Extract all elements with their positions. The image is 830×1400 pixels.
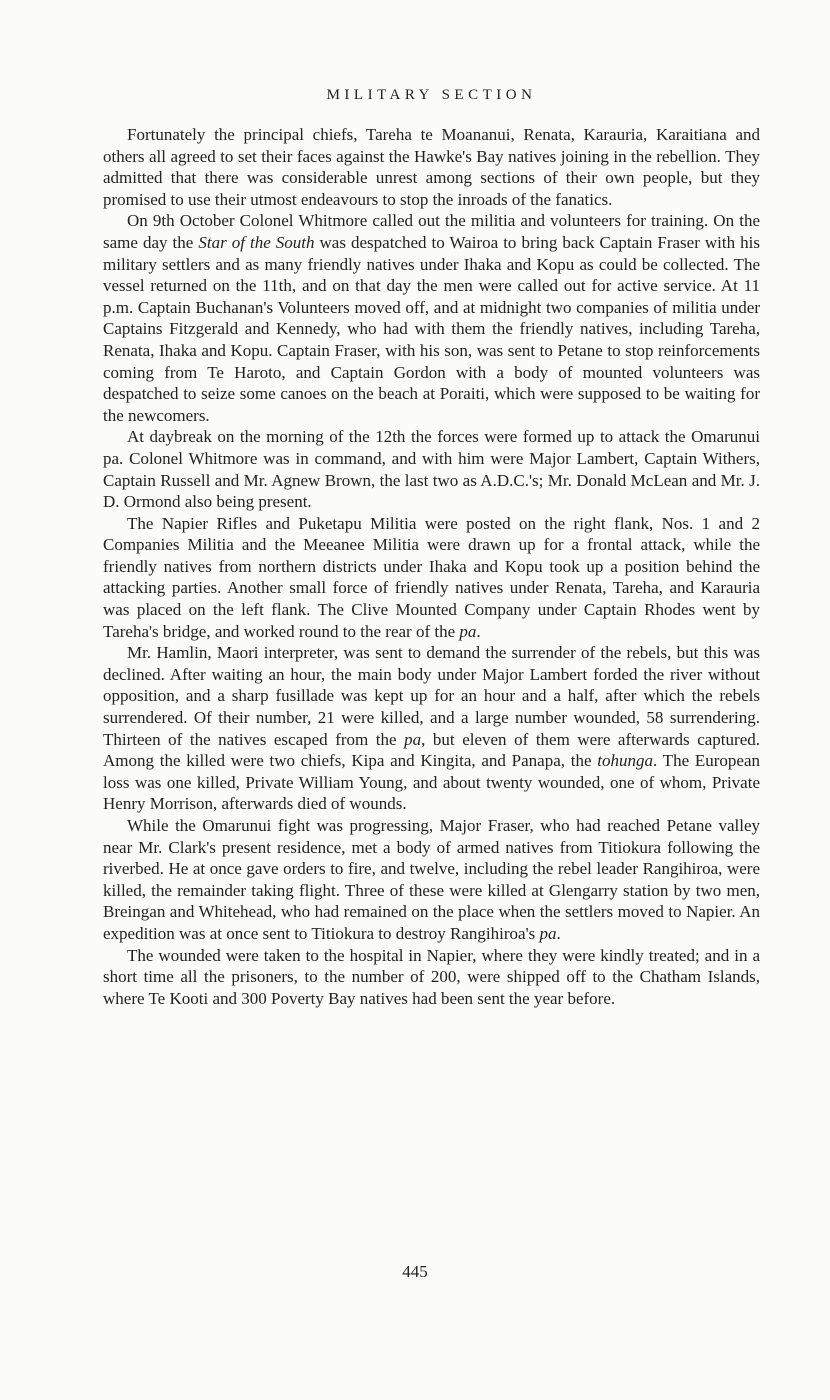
paragraph: While the Omarunui fight was progressing, Major Fraser, who had reached Petane valley near Mr. Clark's present residence, met a body of armed natives from Titiokura following the riverbed. He at once gave orders to fire, and twelve, including the rebel leader Rangihiroa, were killed, the remainder taking flight. Three of these were killed at Glengarry station by two men, Breingan and Whitehead, who had remained on the place when the settlers moved to Napier. An expedition was at once sent to Titiokura to destroy Rangihiroa's pa.	[103, 816, 760, 943]
paragraph: The wounded were taken to the hospital in Napier, where they were kindly treated; and in a short time all the prisoners, to the number of 200, were shipped off to the Chatham Islands, where Te Kooti and 300 Poverty Bay natives had been sent the year before.	[103, 945, 760, 1008]
paragraph: At daybreak on the morning of the 12th the forces were formed up to attack the Omarunui pa. Colonel Whitmore was in command, and with him were Major Lambert, Captain Withers, Captain Russell and Mr. Agnew Brown, the last two as A.D.C.'s; Mr. Donald McLean and Mr. J. D. Ormond also being present.	[103, 427, 760, 512]
paragraph: Fortunately the principal chiefs, Tareha te Moananui, Renata, Karauria, Karaitiana and others all agreed to set their faces against the Hawke's Bay natives joining in the rebellion. They admitted that there was considerable unrest among sections of their own people, but they promised to use their utmost endeavours to stop the inroads of the fanatics.	[103, 125, 760, 209]
paragraph: The Napier Rifles and Puketapu Militia were posted on the right flank, Nos. 1 and 2 Companies Militia and the Meeanee Militia were drawn up for a frontal attack, while the friendly natives from northern districts under Ihaka and Kopu took up a position behind the attacking parties. Another small force of friendly natives under Renata, Tareha, and Karauria was placed on the left flank. The Clive Mounted Company under Captain Rhodes went by Tareha's bridge, and worked round to the rear of the pa.	[103, 513, 760, 641]
paragraph: Mr. Hamlin, Maori interpreter, was sent to demand the surrender of the rebels, but this was declined. After waiting an hour, the main body under Major Lambert forded the river without opposition, and a sharp fusillade was kept up for an hour and a half, after which the rebels surrendered. Of their number, 21 were killed, and a large number wounded, 58 surrendering. Thirteen of the natives escaped from the pa, but eleven of them were afterwards captured. Among the killed were two chiefs, Kipa and Kingita, and Panapa, the tohunga. The European loss was one killed, Private William Young, and about twenty wounded, one of whom, Private Henry Morrison, afterwards died of wounds.	[103, 643, 760, 814]
page-number: 445	[402, 1262, 428, 1281]
body-text	[103, 124, 760, 1009]
paragraph: On 9th October Colonel Whitmore called out the militia and volunteers for training. On the same day the Star of the South was despatched to Wairoa to bring back Captain Fraser with his military settlers and as many friendly natives under Ihaka and Kopu as could be collected. The vessel returned on the 11th, and on that day the men were called out for active service. At 11 p.m. Captain Buchanan's Volunteers moved off, and at midnight two companies of militia under Captains Fitzgerald and Kennedy, who had with them the friendly natives, including Tareha, Renata, Ihaka and Kopu. Captain Fraser, with his son, was sent to Petane to stop reinforcements coming from Te Haroto, and Captain Gordon with a body of mounted volunteers was despatched to seize some canoes on the beach at Poraiti, which were supposed to be waiting for the newcomers.	[103, 211, 760, 425]
running-header: MILITARY SECTION	[326, 87, 537, 103]
